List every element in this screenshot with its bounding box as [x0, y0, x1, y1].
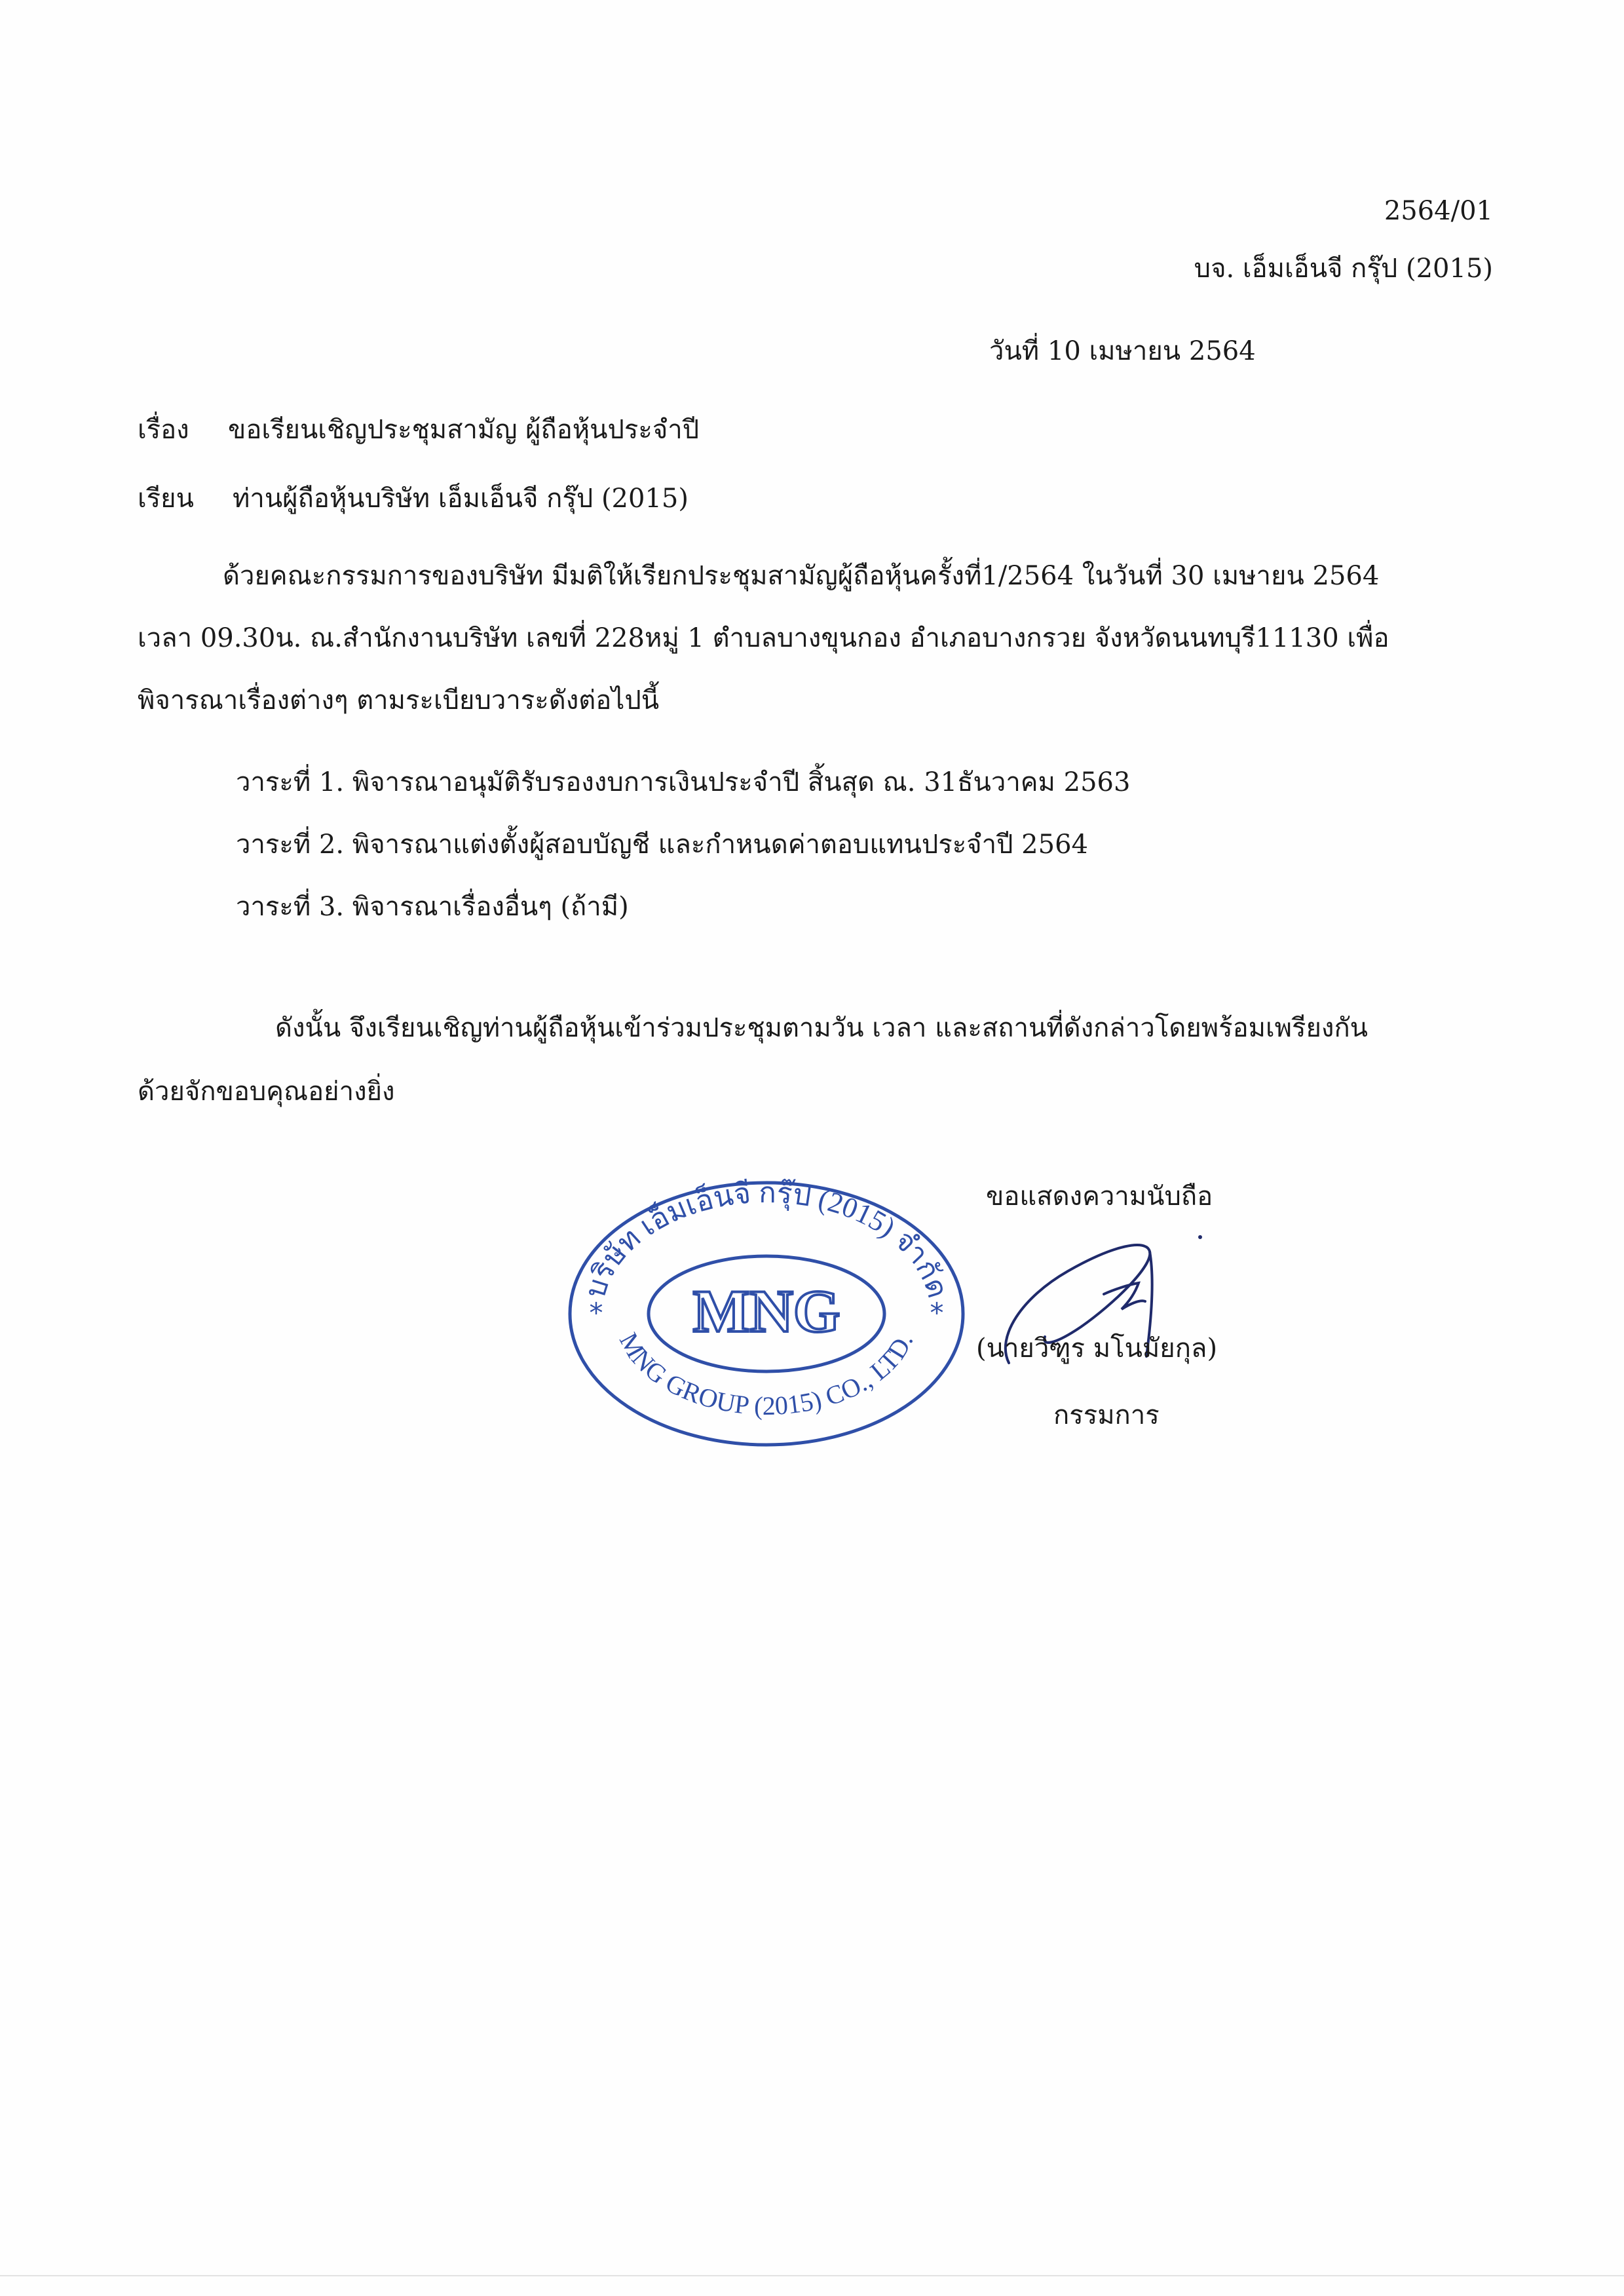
intro-line-3: พิจารณาเรื่องต่างๆ ตามระเบียบวาระดังต่อไปนี้	[138, 685, 660, 716]
intro-line-2: เวลา 09.30น. ณ.สำนักงานบริษัท เลขที่ 228หมู่ 1 ตำบลบางขุนกอง อำเภอบางกรวย จังหวัดนนทบุรี11130 เพื่อ	[138, 623, 1389, 653]
letter-date: วันที่ 10 เมษายน 2564	[989, 336, 1256, 366]
stamp-top-text: บริษัท เอ็มเอ็นจี กรุ๊ป (2015) จำกัด	[578, 1176, 954, 1302]
company-name: บจ. เอ็มเอ็นจี กรุ๊ป (2015)	[1194, 254, 1493, 284]
agenda-item-2: วาระที่ 2. พิจารณาแต่งตั้งผู้สอบบัญชี และกำหนดค่าตอบแทนประจำปี 2564	[236, 830, 1088, 860]
closing-line-2: ด้วยจักขอบคุณอย่างยิ่ง	[138, 1077, 395, 1107]
subject-label: เรื่อง	[138, 415, 189, 445]
stamp-star-right-icon: *	[930, 1297, 944, 1329]
recipient-label: เรียน	[138, 484, 194, 514]
subject-text: ขอเรียนเชิญประชุมสามัญ ผู้ถือหุ้นประจำปี	[228, 415, 700, 445]
document-number: 2564/01	[1384, 196, 1493, 226]
agenda-item-1: วาระที่ 1. พิจารณาอนุมัติรับรองงบการเงินประจำปี สิ้นสุด ณ. 31ธันวาคม 2563	[236, 767, 1131, 797]
stamp-bottom-text: MNG GROUP (2015) CO., LTD.	[613, 1328, 919, 1421]
signatory-name: (นายวิฑูร มโนมัยกุล)	[976, 1333, 1218, 1364]
regards-text: ขอแสดงความนับถือ	[986, 1181, 1213, 1212]
agenda-item-3: วาระที่ 3. พิจารณาเรื่องอื่นๆ (ถ้ามี)	[236, 892, 629, 922]
closing-line-1: ดังนั้น จึงเรียนเชิญท่านผู้ถือหุ้นเข้าร่วมประชุมตามวัน เวลา และสถานที่ดังกล่าวโดยพร้อมเพรียงกัน	[275, 1013, 1369, 1043]
stamp-center-text: MNG	[692, 1278, 840, 1345]
recipient-text: ท่านผู้ถือหุ้นบริษัท เอ็มเอ็นจี กรุ๊ป (2015)	[233, 484, 689, 514]
scan-edge-line	[0, 2275, 1624, 2276]
signatory-title: กรรมการ	[1053, 1400, 1160, 1430]
company-stamp	[557, 1173, 976, 1455]
stamp-star-left-icon: *	[589, 1297, 603, 1329]
intro-line-1: ด้วยคณะกรรมการของบริษัท มีมติให้เรียกประชุมสามัญผู้ถือหุ้นครั้งที่1/2564 ในวันที่ 30 เมษายน 2564	[223, 561, 1380, 591]
